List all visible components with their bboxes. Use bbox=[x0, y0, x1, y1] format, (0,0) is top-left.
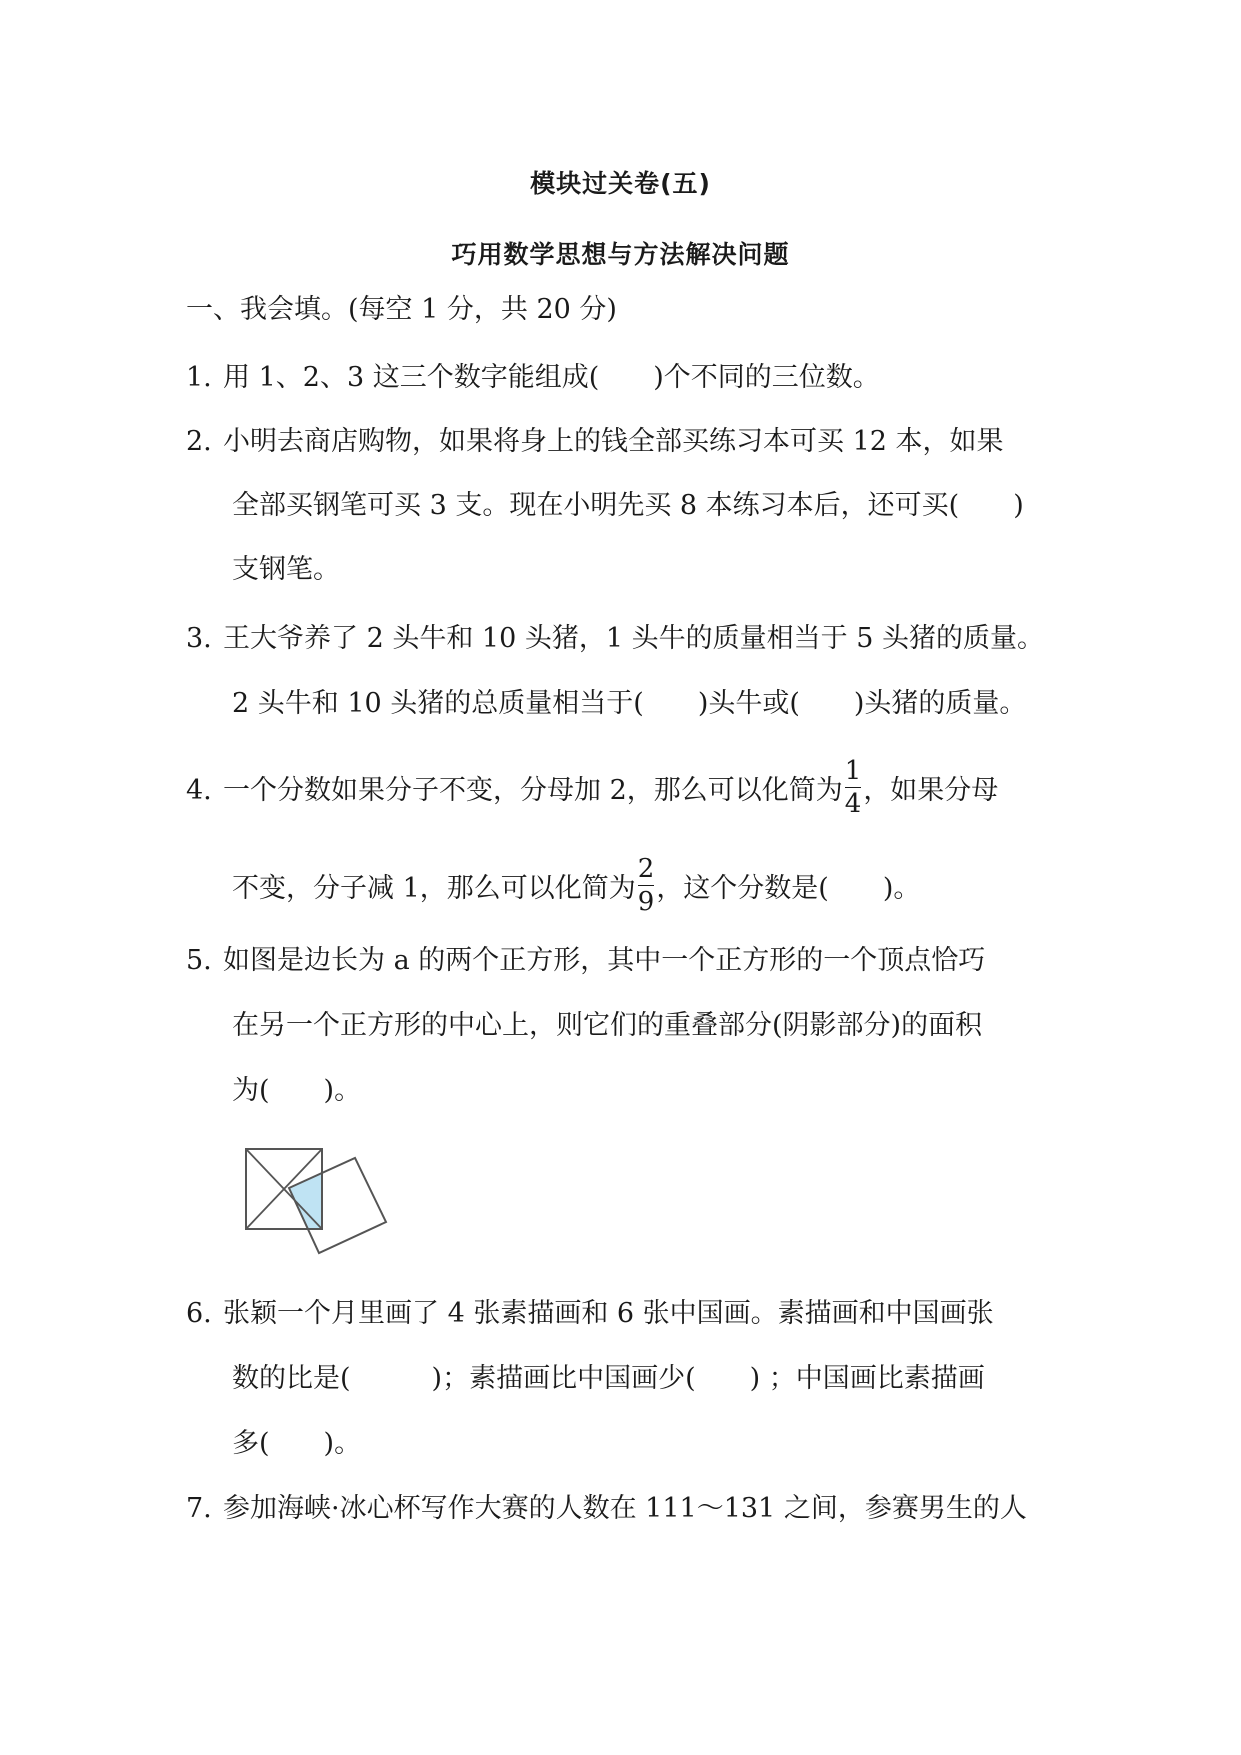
question-4-line-2 bbox=[232, 854, 921, 919]
fraction-numerator: 2 bbox=[637, 854, 655, 884]
fraction-denominator: 9 bbox=[637, 887, 655, 917]
question-5 bbox=[186, 943, 985, 979]
fraction-denominator: 4 bbox=[844, 789, 862, 819]
question-1 bbox=[186, 360, 880, 396]
question-number: 5. bbox=[186, 945, 212, 976]
question-number: 6. bbox=[186, 1298, 212, 1329]
fraction-two-ninths bbox=[638, 856, 655, 915]
question-text: 张颖一个月里画了 4 张素描画和 6 张中国画。素描画和中国画张 bbox=[223, 1298, 994, 1329]
question-number: 3. bbox=[186, 623, 212, 654]
question-7 bbox=[186, 1491, 1027, 1527]
question-text: 一个分数如果分子不变，分母加 2，那么可以化简为 bbox=[223, 775, 843, 806]
question-text-after: ，如果分母 bbox=[863, 775, 999, 806]
question-text: 小明去商店购物，如果将身上的钱全部买练习本可买 12 本，如果 bbox=[223, 426, 1004, 457]
question-text: 用 1、2、3 这三个数字能组成( )个不同的三位数。 bbox=[223, 362, 880, 393]
question-6-line-3: 多( )。 bbox=[232, 1428, 362, 1459]
section-heading: 一、我会填。(每空 1 分，共 20 分) bbox=[186, 294, 617, 325]
overlapping-squares-figure bbox=[228, 1143, 398, 1283]
question-2-line-3: 支钢笔。 bbox=[232, 554, 340, 585]
question-3-line-2: 2 头牛和 10 头猪的总质量相当于( )头牛或( )头猪的质量。 bbox=[232, 688, 1027, 719]
question-text: 如图是边长为 a 的两个正方形，其中一个正方形的一个顶点恰巧 bbox=[223, 945, 986, 976]
question-text-after: ，这个分数是( )。 bbox=[656, 873, 921, 904]
question-6 bbox=[186, 1296, 994, 1332]
question-6-line-2: 数的比是( )；素描画比中国画少( ) ；中国画比素描画 bbox=[232, 1363, 985, 1394]
question-number: 7. bbox=[186, 1493, 212, 1524]
question-4 bbox=[186, 756, 999, 821]
page-title: 模块过关卷(五) bbox=[530, 169, 711, 198]
page-subtitle: 巧用数学思想与方法解决问题 bbox=[451, 240, 790, 269]
fraction-one-quarter bbox=[845, 758, 862, 817]
question-text: 王大爷养了 2 头牛和 10 头猪，1 头牛的质量相当于 5 头猪的质量。 bbox=[223, 623, 1044, 654]
question-3 bbox=[186, 621, 1044, 657]
question-number: 2. bbox=[186, 426, 212, 457]
question-2-line-2: 全部买钢笔可买 3 支。现在小明先买 8 本练习本后，还可买( ) bbox=[232, 490, 1024, 521]
question-number: 1. bbox=[186, 362, 212, 393]
question-5-line-2: 在另一个正方形的中心上，则它们的重叠部分(阴影部分)的面积 bbox=[232, 1010, 983, 1041]
question-5-line-3: 为( )。 bbox=[232, 1075, 362, 1106]
fraction-numerator: 1 bbox=[844, 756, 862, 786]
question-number: 4. bbox=[186, 775, 212, 806]
question-2 bbox=[186, 424, 1004, 460]
question-text: 不变，分子减 1，那么可以化简为 bbox=[232, 873, 636, 904]
question-text: 参加海峡·冰心杯写作大赛的人数在 111～131 之间，参赛男生的人 bbox=[223, 1493, 1027, 1524]
